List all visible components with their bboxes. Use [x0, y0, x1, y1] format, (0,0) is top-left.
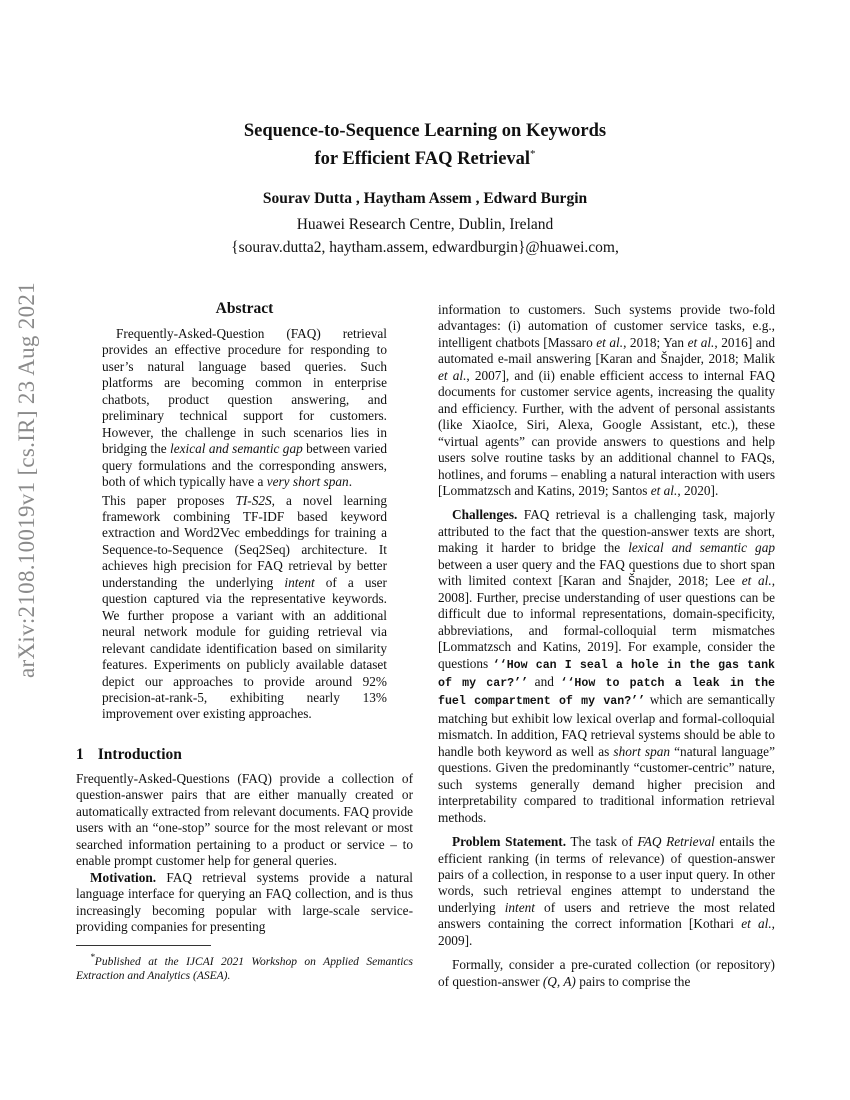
abstract-paragraph-2	[102, 493, 387, 723]
intro-paragraph-1	[76, 771, 413, 870]
run-emphasis: intent	[504, 899, 535, 915]
run-text: , 2018; Yan	[623, 334, 688, 350]
arxiv-side-label: arXiv:2108.10019v1 [cs.IR] 23 Aug 2021	[14, 282, 39, 678]
run-emphasis: (Q, A)	[542, 973, 576, 989]
run-text: between a user query and the FAQ questions due to short span with limited context [Karan and Šnajder, 2018; Lee	[438, 556, 775, 589]
run-emphasis: very short span	[266, 474, 349, 490]
run-text: pairs to comprise the	[575, 973, 691, 989]
run-text: “natural language” questions. Given the predominantly “customer-centric” nature, such systems generally demand higher precision and interpretability compared to traditional information retrieval methods.	[438, 743, 775, 825]
run-bold-lead: Motivation.	[90, 869, 157, 885]
run-code: ‘‘How can I seal a hole in the gas tank of my car?’’	[438, 658, 776, 690]
run-code: ‘‘How to patch a leak in the fuel compartment of my van?’’	[438, 676, 775, 709]
run-emphasis: et al.	[650, 482, 678, 498]
run-bold-lead: Problem Statement.	[452, 834, 567, 850]
run-text: information to customers. Such systems provide two-fold advantages: (i) automation of customer service tasks, e.g., intelligent chatbots [Massaro	[438, 302, 775, 350]
footnote	[76, 951, 413, 983]
run-emphasis: lexical and semantic gap	[170, 441, 303, 457]
section-title: Introduction	[97, 746, 182, 763]
abstract-body	[102, 326, 387, 723]
introduction-left-column	[76, 771, 413, 936]
run-text: , 2020].	[677, 482, 719, 498]
run-emphasis: short span	[613, 743, 671, 759]
author-affiliation: Huawei Research Centre, Dublin, Ireland	[296, 216, 554, 233]
run-bold-lead: Challenges.	[452, 507, 518, 523]
abstract-paragraph-1	[102, 326, 387, 491]
right-column	[438, 302, 775, 990]
run-emphasis: intent	[284, 574, 315, 590]
run-text: .	[348, 474, 353, 490]
run-text: The task of	[566, 834, 638, 850]
run-text: , 2007], and (ii) enable efficient access to internal FAQ documents for customer service agents, increasing the quality and efficiency. Further, with the advent of personal assistants (like XiaoIce, Siri, Alexa, Google Assistant, etc.), these “virtual agents” can provide answers to questions and help users solve routine tasks by an additional channel to FAQs, hotlines, and forums – enabling a natural interaction with users [Lommatzsch and Katins, 2019; Santos	[438, 367, 775, 498]
run-emphasis: et al.	[596, 334, 624, 350]
section-number: 1	[76, 746, 84, 763]
author-emails: {sourav.dutta2, haytham.assem, edwardburgin}@huawei.com,	[231, 239, 619, 256]
section-heading-introduction	[76, 746, 182, 764]
run-emphasis: et al.	[741, 573, 772, 589]
run-emphasis: et al.	[741, 916, 772, 932]
author-names: Sourav Dutta , Haytham Assem , Edward Burgin	[262, 190, 588, 207]
run-emphasis: FAQ Retrieval	[637, 834, 715, 850]
intro-paragraph-motivation	[76, 870, 413, 936]
challenges-paragraph	[438, 507, 775, 826]
abstract-heading: Abstract	[215, 300, 274, 317]
run-text: Frequently-Asked-Question (FAQ) retrieval provides an effective procedure for responding to user’s natural language based queries. Such platforms are becoming common in enterprise chatbots, product question answering, and preliminary technical support for customers. However, the challenge in such scenarios lies in bridging the	[102, 326, 387, 457]
run-text: Formally, consider a pre-curated collection (or repository) of question-answer	[438, 957, 775, 989]
run-text: of users and retrieve the most related answers containing the correct information [Kothari	[438, 899, 775, 932]
run-text: between varied query formulations and the corresponding answers, both of which typically have a	[102, 441, 388, 490]
run-text: and	[528, 673, 561, 689]
run-text: This paper proposes	[102, 492, 236, 508]
run-text: , a novel learning framework combining TF-IDF based keyword extraction and Word2Vec embeddings for training a Sequence-to-Sequence (Seq2Seq) architecture. It achieves high precision for FAQ retrieval by better understanding the underlying	[102, 492, 387, 590]
footnote-divider	[76, 945, 211, 946]
formal-definition-paragraph	[438, 957, 775, 990]
run-text: , 2009].	[438, 916, 775, 948]
title-line-1: Sequence-to-Sequence Learning on Keywords	[243, 121, 607, 141]
run-text: , 2008]. Further, precise understanding of user questions can be difficult due to informal representations, domain-specificity, abbreviations, and formal-colloquial term mismatches [Lommatzsch and Katins, 2019]. For example, consider the questions	[438, 573, 776, 671]
run-text: , 2016] and automated e-mail answering [Karan and Šnajder, 2018; Malik	[438, 334, 775, 367]
run-emphasis: et al.	[687, 334, 715, 350]
run-text: entails the efficient ranking (in terms of relevance) of question-answer pairs of a collection, in response to a user input query. In other words, such retrieval engines attempt to understand the underlying	[438, 834, 775, 915]
run-emphasis: et al.	[438, 367, 467, 383]
run-emphasis: lexical and semantic gap	[628, 540, 775, 556]
problem-statement-paragraph	[438, 834, 775, 949]
title-line-2-text: for Efficient FAQ Retrieval	[314, 149, 531, 170]
right-paragraph-1	[438, 302, 775, 499]
run-text: FAQ retrieval is a challenging task, majorly attributed to the fact that the question-answer texts are short, making it harder to bridge the	[438, 507, 775, 556]
run-text: which are semantically matching but exhibit low lexical overlap and formal-colloquial mismatch. In addition, FAQ retrieval systems should be able to handle both keyword as well as	[438, 692, 776, 759]
footnote-mark: *	[90, 952, 95, 963]
run-text: of a user question captured via the representative keywords. We further propose a variant with an additional neural network module for guiding retrieval via relevant candidate identification based on similarity features. Experiments on publicly available dataset depict our approaches to provide around 92% precision-at-rank-5, exhibiting nearly 13% improvement over existing approaches.	[102, 574, 387, 722]
run-text: FAQ retrieval systems provide a natural language interface for querying an FAQ collection, and is thus increasingly becoming popular with large-scale service-providing companies for presenting	[76, 869, 413, 935]
paper-title	[0, 120, 850, 171]
run-text: Frequently-Asked-Questions (FAQ) provide a collection of question-answer pairs that are either manually created or automatically extracted from relevant documents. FAQ provide users with an “one-stop” source for the most relevant or most searched information pertaining to a product or service – to enable prompt customer help for general queries.	[76, 771, 413, 869]
title-line-2	[0, 143, 850, 171]
footnote-text: Published at the IJCAI 2021 Workshop on Applied Semantics Extraction and Analytics (ASEA).	[76, 955, 413, 982]
run-emphasis: TI-S2S	[235, 492, 272, 508]
title-footnote-mark: *	[530, 148, 536, 160]
